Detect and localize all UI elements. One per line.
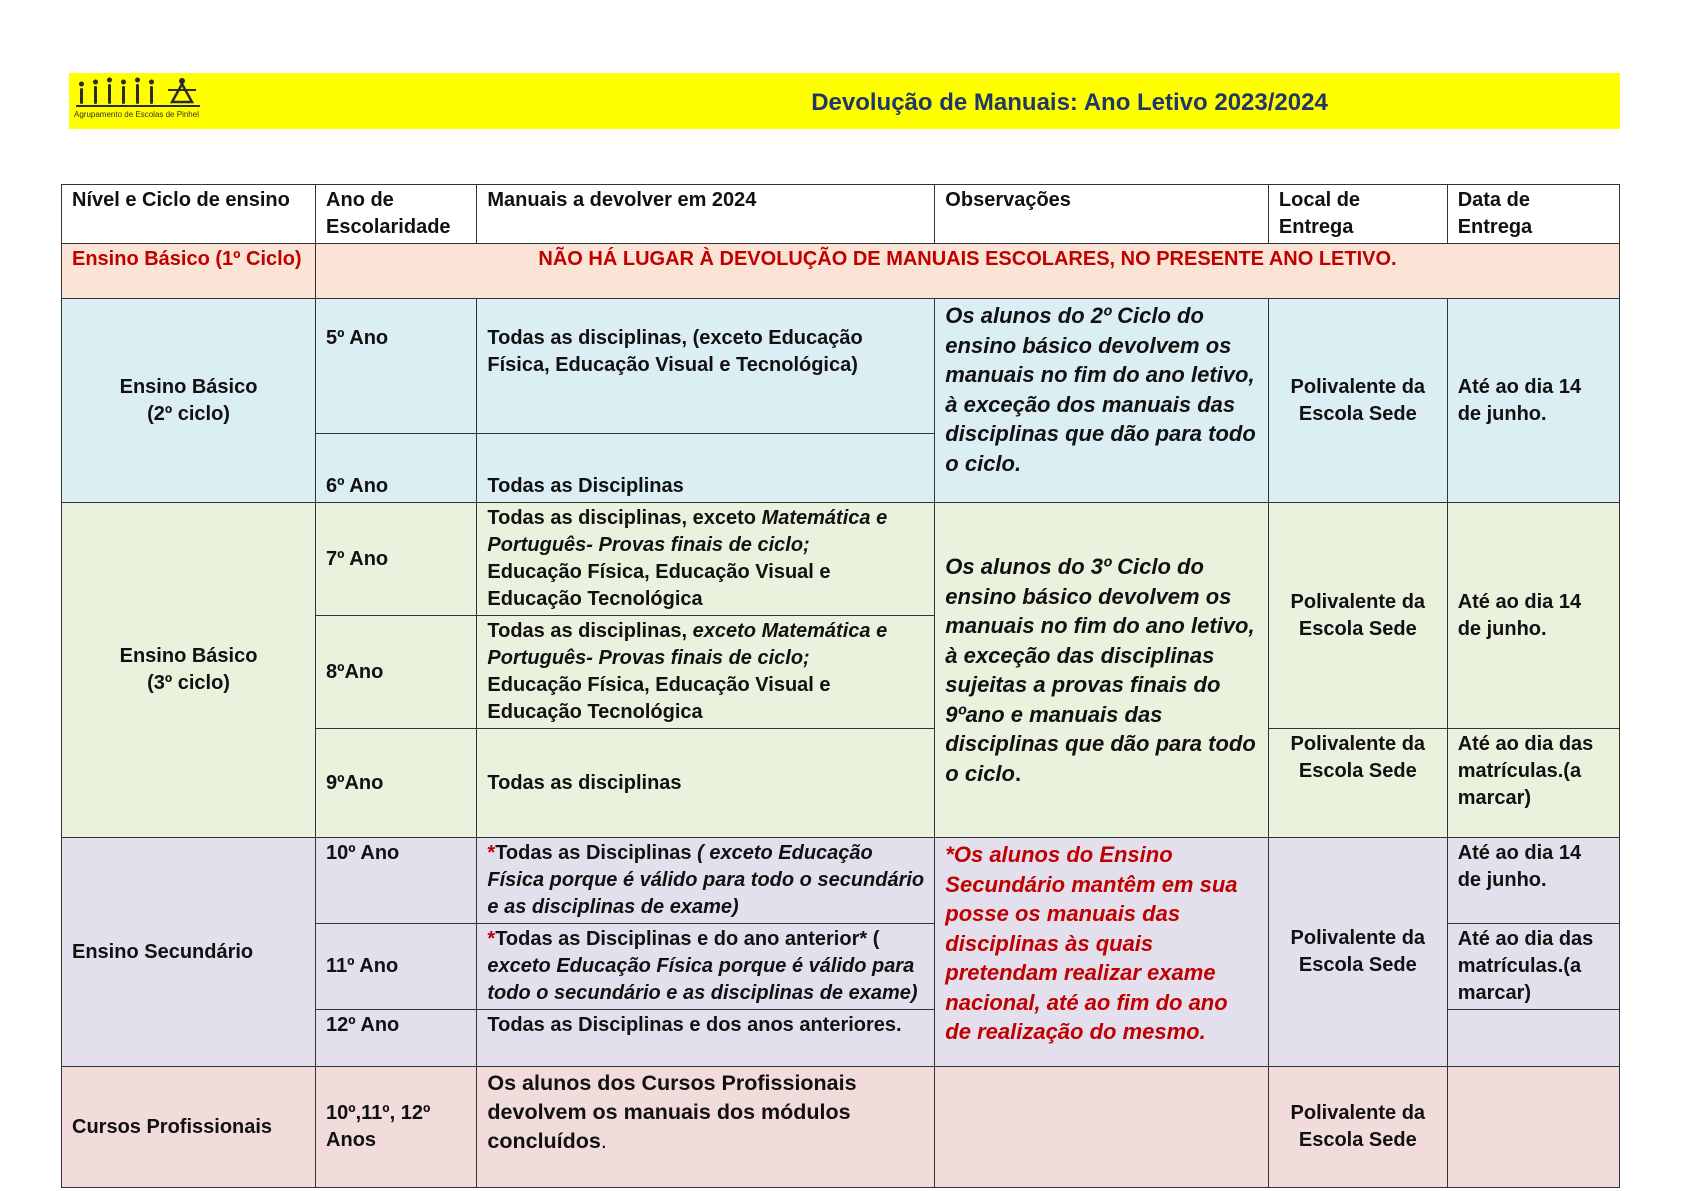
manuals-text-italic: exceto Matemática e Português- Provas finais de ciclo; [487,620,888,669]
location-cell: Polivalente da Escola Sede [1268,838,1447,1067]
level-cell: Ensino Básico (1º Ciclo) [62,244,316,299]
date-cell: Até ao dia 14 de junho. [1447,299,1619,503]
table-row-10ano [62,838,1620,924]
year-cell: 7º Ano [316,503,477,616]
table-row-1ciclo [62,244,1620,299]
manuals-cell [477,838,935,924]
year-cell: 11º Ano [316,924,477,1010]
observations-end: . [1014,760,1022,786]
manuals-cell [477,503,935,616]
observations-cell: *Os alunos do Ensino Secundário mantêm em sua posse os manuais das disciplinas às quais pretendam realizar exame nacional, até ao fim do ano de realização do mesmo. [935,838,1269,1067]
date-cell: Até ao dia 14 de junho. [1447,838,1619,924]
manuals-cell [477,924,935,1010]
level-line: (2º ciclo) [147,402,230,425]
date-cell: Até ao dia 14 de junho. [1447,503,1619,729]
manuals-text: Os alunos dos Cursos Profissionais devolvem os manuais dos módulos concluídos [487,1071,857,1153]
observations-cell [935,1067,1269,1188]
year-cell: 10º Ano [316,838,477,924]
column-header: Nível e Ciclo de ensino [62,185,316,244]
manuals-cell [477,616,935,729]
year-cell: 10º,11º, 12º Anos [316,1067,477,1188]
asterisk-mark: * [487,928,496,950]
manuals-text: Todas as Disciplinas [495,842,698,864]
year-cell: 12º Ano [316,1010,477,1067]
observations-cell [935,503,1269,838]
year-cell: 6º Ano [316,434,477,503]
no-return-notice: NÃO HÁ LUGAR À DEVOLUÇÃO DE MANUAIS ESCOLARES, NO PRESENTE ANO LETIVO. [316,244,1620,299]
manuals-end: . [600,1129,607,1153]
level-line: (3º ciclo) [147,672,230,694]
location-cell: Polivalente da Escola Sede [1268,729,1447,838]
table-row-5ano [62,299,1620,434]
manuals-text: Todas as Disciplinas e do ano anterior* ( [495,928,880,950]
logo-caption: Agrupamento de Escolas de Pinhel [74,110,199,119]
year-cell: 9ºAno [316,729,477,838]
table-row-profissionais [62,1067,1620,1188]
page-title: Devolução de Manuais: Ano Letivo 2023/2024 [811,89,1328,116]
level-line: Ensino Básico [119,375,258,398]
manuals-text-italic: exceto Educação Física porque é válido para todo o secundário e as disciplinas de exame) [487,955,918,1004]
manuals-text: Todas as disciplinas, [487,620,693,642]
date-cell: Até ao dia das matrículas.(a marcar) [1447,729,1619,838]
asterisk-mark: * [487,842,496,864]
observations-text: Os alunos do 3º Ciclo do ensino básico devolvem os manuais no fim do ano letivo, à exceção das disciplinas sujeitas a provas finais do 9ºano e manuais das disciplinas que dão para todo o ciclo [945,554,1256,786]
location-cell: Polivalente da Escola Sede [1268,299,1447,503]
returns-table [61,184,1620,1188]
header-banner [69,73,1620,129]
school-logo-icon [72,76,212,110]
manuals-text: Educação Física, Educação Visual e Educação Tecnológica [487,674,831,723]
column-header: Local de Entrega [1268,185,1447,244]
manuals-cell: Todas as disciplinas [477,729,935,838]
level-cell [62,503,316,838]
manuals-cell: Todas as disciplinas, (exceto Educação Física, Educação Visual e Tecnológica) [477,299,935,434]
location-cell: Polivalente da Escola Sede [1268,503,1447,729]
date-cell [1447,1010,1619,1067]
level-line: Ensino Básico [119,645,258,667]
school-logo [72,76,212,122]
column-header: Observações [935,185,1269,244]
manuals-text: Todas as disciplinas, exceto [487,507,762,529]
manuals-text: Educação Física, Educação Visual e Educação Tecnológica [487,561,831,610]
year-cell: 8ºAno [316,616,477,729]
manuals-cell: Todas as Disciplinas [477,434,935,503]
column-header: Ano de Escolaridade [316,185,477,244]
level-cell: Cursos Profissionais [62,1067,316,1188]
column-header: Manuais a devolver em 2024 [477,185,935,244]
table-row-7ano [62,503,1620,616]
date-cell [1447,1067,1619,1188]
table-header-row [62,185,1620,244]
manuals-cell [477,1067,935,1188]
level-cell [62,299,316,503]
manuals-text-italic: Matemática e Português- Provas finais de ciclo; [487,507,888,556]
column-header: Data de Entrega [1447,185,1619,244]
level-cell: Ensino Secundário [62,838,316,1067]
observations-cell: Os alunos do 2º Ciclo do ensino básico devolvem os manuais no fim do ano letivo, à exceção dos manuais das disciplinas que dão para todo o ciclo. [935,299,1269,503]
date-cell: Até ao dia das matrículas.(a marcar) [1447,924,1619,1010]
manuals-text-italic: ( exceto Educação Física porque é válido para todo o secundário e as disciplinas de exame) [487,842,925,918]
manuals-cell: Todas as Disciplinas e dos anos anteriores. [477,1010,935,1067]
year-cell: 5º Ano [316,299,477,434]
location-cell: Polivalente da Escola Sede [1268,1067,1447,1188]
